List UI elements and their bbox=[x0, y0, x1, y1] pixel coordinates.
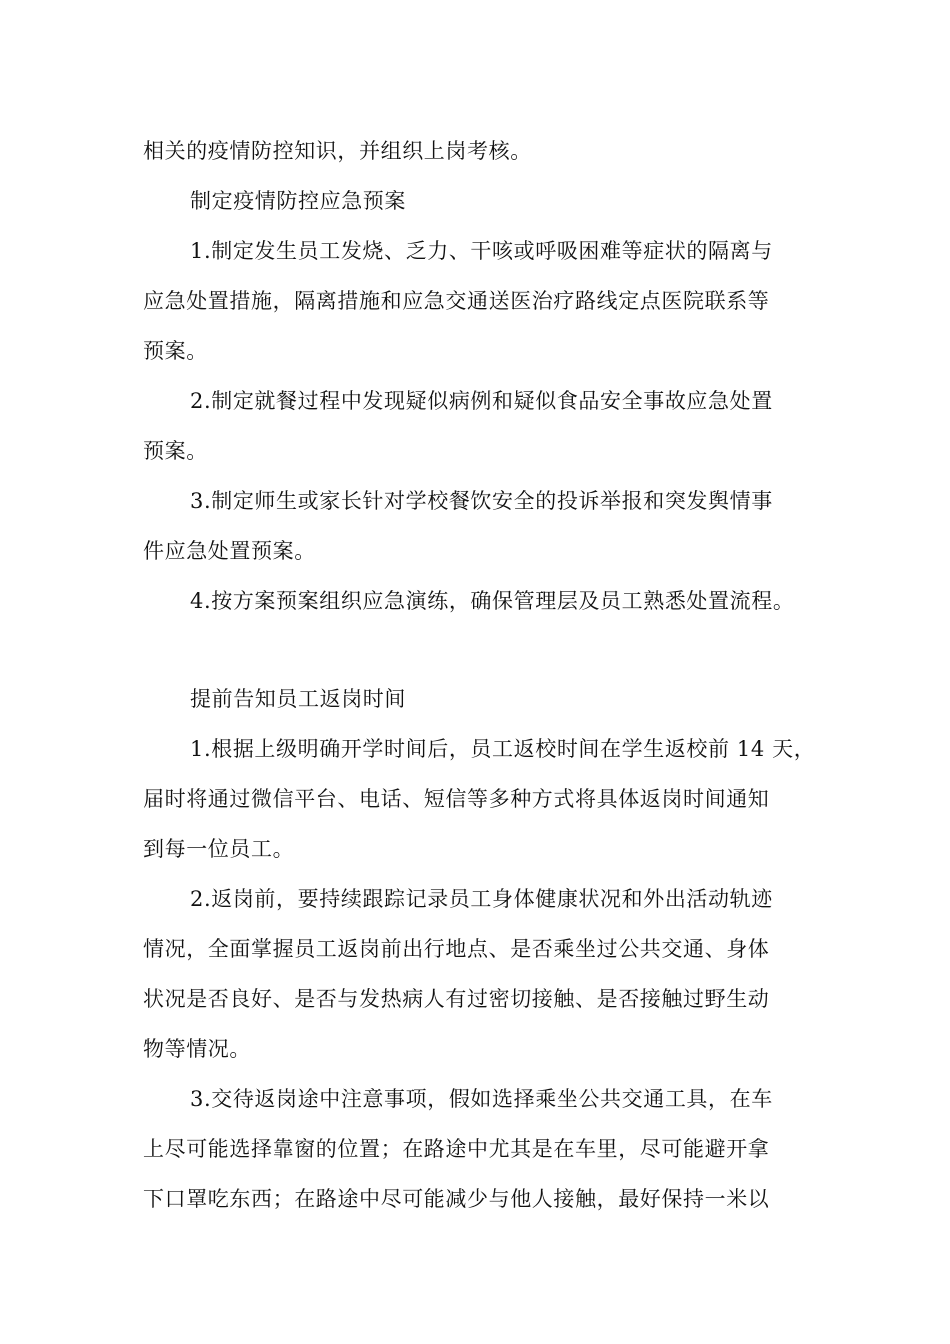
text-line-8: 3.制定师生或家长针对学校餐饮安全的投诉举报和突发舆情事 bbox=[190, 489, 773, 513]
text-line-12: 1.根据上级明确开学时间后，员工返校时间在学生返校前 14 天， bbox=[190, 737, 816, 761]
text-line-21: 下口罩吃东西；在路途中尽可能减少与他人接触，最好保持一米以 bbox=[143, 1187, 770, 1211]
text-line-3: 1.制定发生员工发烧、乏力、干咳或呼吸困难等症状的隔离与 bbox=[190, 239, 773, 263]
text-line-9: 件应急处置预案。 bbox=[143, 539, 316, 563]
text-line-5: 预案。 bbox=[143, 339, 208, 363]
text-line-15: 2.返岗前，要持续跟踪记录员工身体健康状况和外出活动轨迹 bbox=[190, 887, 773, 911]
text-line-14: 到每一位员工。 bbox=[143, 837, 295, 861]
text-line-1: 相关的疫情防控知识，并组织上岗考核。 bbox=[143, 139, 532, 163]
section-heading-emergency-plan: 制定疫情防控应急预案 bbox=[190, 189, 406, 213]
text-line-10: 4.按方案预案组织应急演练，确保管理层及员工熟悉处置流程。 bbox=[190, 589, 795, 613]
section-heading-return-time: 提前告知员工返岗时间 bbox=[190, 687, 406, 711]
text-line-6: 2.制定就餐过程中发现疑似病例和疑似食品安全事故应急处置 bbox=[190, 389, 773, 413]
text-line-7: 预案。 bbox=[143, 439, 208, 463]
text-line-20: 上尽可能选择靠窗的位置；在路途中尤其是在车里，尽可能避开拿 bbox=[143, 1137, 770, 1161]
text-line-16: 情况，全面掌握员工返岗前出行地点、是否乘坐过公共交通、身体 bbox=[143, 937, 770, 961]
text-line-13: 届时将通过微信平台、电话、短信等多种方式将具体返岗时间通知 bbox=[143, 787, 770, 811]
text-line-19: 3.交待返岗途中注意事项，假如选择乘坐公共交通工具，在车 bbox=[190, 1087, 773, 1111]
text-line-18: 物等情况。 bbox=[143, 1037, 251, 1061]
text-line-17: 状况是否良好、是否与发热病人有过密切接触、是否接触过野生动 bbox=[143, 987, 770, 1011]
text-line-4: 应急处置措施，隔离措施和应急交通送医治疗路线定点医院联系等 bbox=[143, 289, 770, 313]
